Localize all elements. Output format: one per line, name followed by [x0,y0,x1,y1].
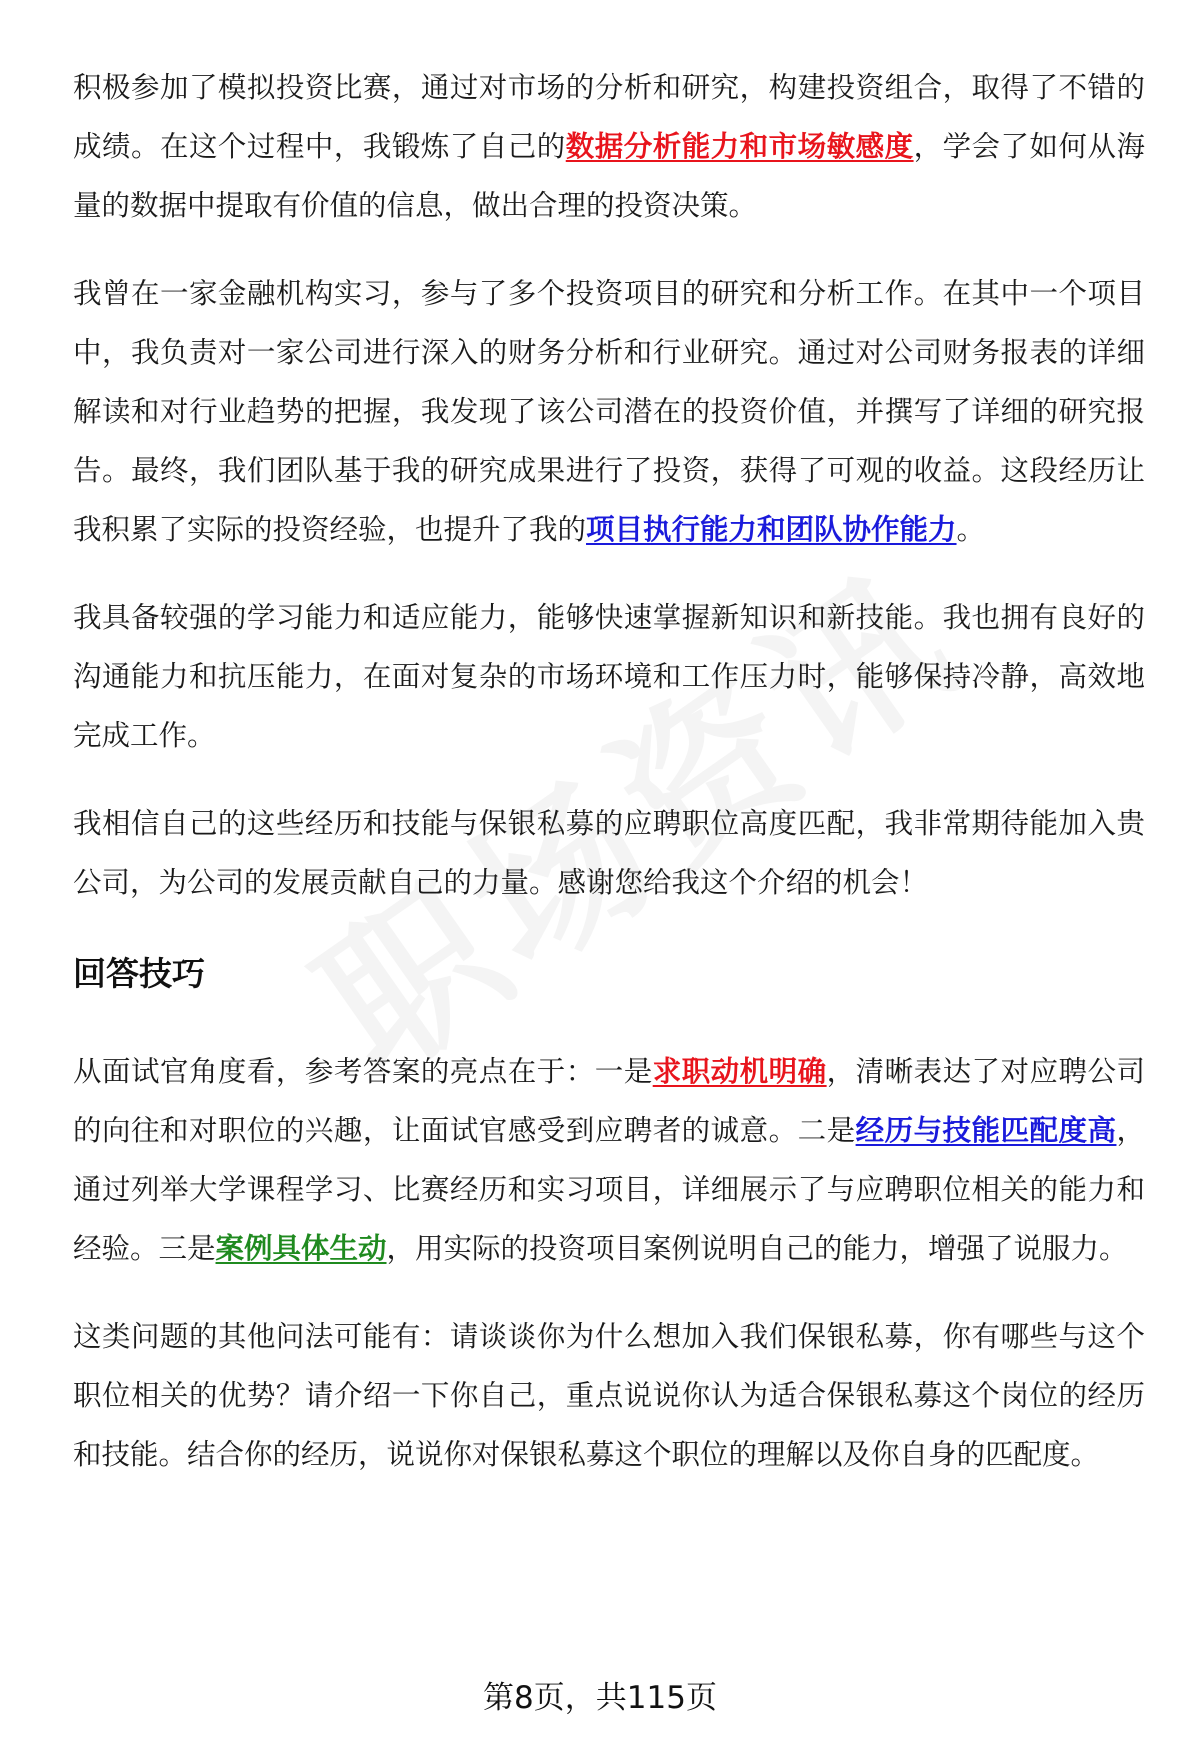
paragraph-closing: 我相信自己的这些经历和技能与保银私募的应聘职位高度匹配，我非常期待能加入贵公司，为公司的发展贡献自己的力量。感谢您给我这个介绍的机会！ [73,807,1145,899]
text: 从面试官角度看，参考答案的亮点在于：一是 [73,1055,653,1088]
text: 我曾在一家金融机构实习，参与了多个投资项目的研究和分析工作。在其中一个项目中，我负责对一家公司进行深入的财务分析和行业研究。通过对公司财务报表的详细解读和对行业趋势的把握，我发现了该公司潜在的投资价值，并撰写了详细的研究报告。最终，我们团队基于我的研究成果进行了投资，获得了可观的收益。这段经历让我积累了实际的投资经验，也提升了我的 [73,277,1145,546]
text: ，学会了如何从海量的数据中提取有价值的信息，做出合理的投资决策。 [73,130,1145,222]
paragraph-alternative-questions: 这类问题的其他问法可能有：请谈谈你为什么想加入我们保银私募，你有哪些与这个职位相关的优势？请介绍一下你自己，重点说说你认为适合保银私募这个岗位的经历和技能。结合你的经历，说说你对保银私募这个职位的理解以及你自身的匹配度。 [73,1320,1145,1471]
text: ，清晰表达了对应聘公司的向往和对职位的兴趣，让面试官感受到应聘者的诚意。二是 [73,1055,1145,1147]
paragraph-abilities: 我具备较强的学习能力和适应能力，能够快速掌握新知识和新技能。我也拥有良好的沟通能力和抗压能力，在面对复杂的市场环境和工作压力时，能够保持冷静，高效地完成工作。 [73,601,1145,752]
text: ，通过列举大学课程学习、比赛经历和实习项目，详细展示了与应聘职位相关的能力和经验。三是 [73,1114,1145,1265]
paragraph-internship [73,264,1145,559]
text: ，用实际的投资项目案例说明自己的能力，增强了说服力。 [386,1232,1128,1265]
paragraph-competition [73,58,1145,235]
highlight-concrete-cases: 案例具体生动 [215,1232,387,1265]
section-heading: 回答技巧 [73,954,205,993]
highlight-teamwork: 项目执行能力和团队协作能力 [586,513,957,546]
highlight-data-analysis: 数据分析能力和市场敏感度 [565,130,914,163]
text: 积极参加了模拟投资比赛，通过对市场的分析和研究，构建投资组合，取得了不错的成绩。在这个过程中，我锻炼了自己的 [73,71,1145,163]
highlight-motivation: 求职动机明确 [652,1055,827,1088]
page-number: 第8页，共115页 [483,1680,717,1716]
paragraph-tips [73,1042,1145,1278]
document-page [73,58,1145,1513]
highlight-skill-match: 经历与技能匹配度高 [855,1114,1117,1147]
text: 。 [956,513,986,546]
